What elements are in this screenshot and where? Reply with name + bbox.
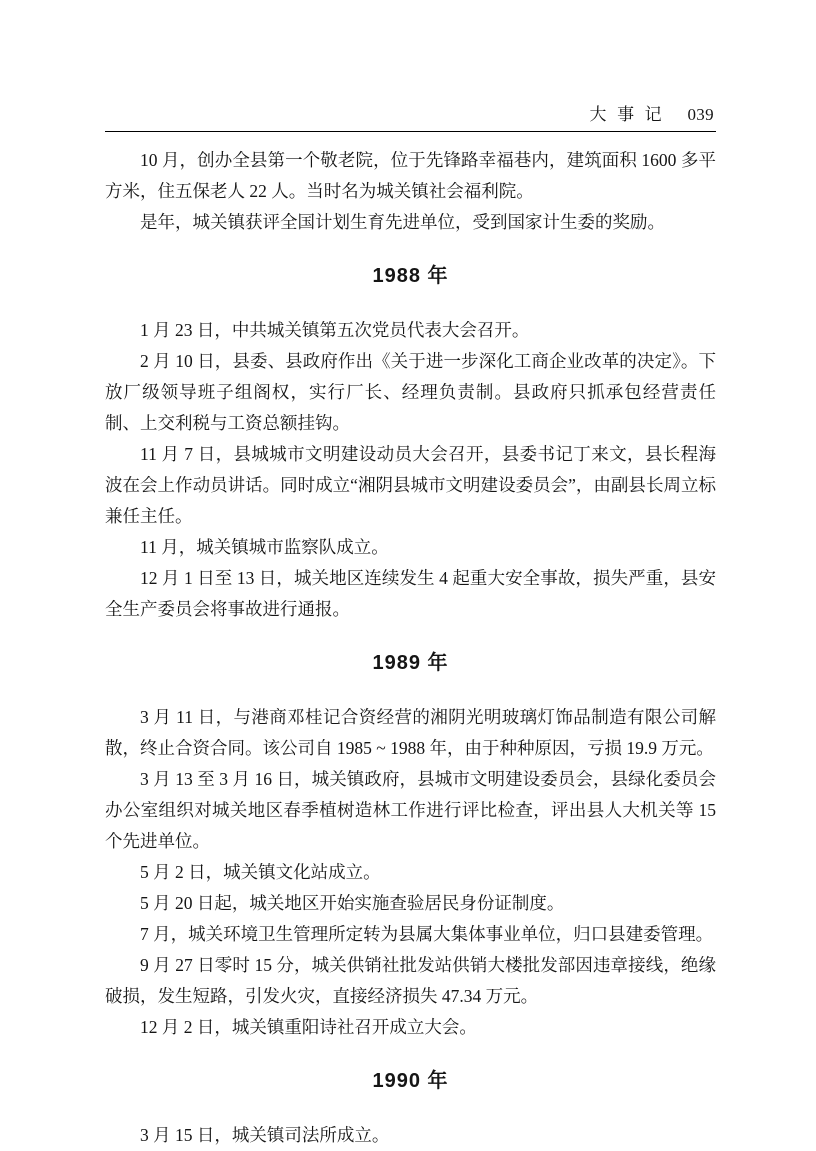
paragraph: 3 月 13 至 3 月 16 日，城关镇政府，县城市文明建设委员会，县绿化委员会办公室组织对城关地区春季植树造林工作进行评比检查，评出县人大机关等 15 个先进单位。 (105, 769, 716, 851)
year-heading-1990: 1990 年 (372, 1070, 449, 1092)
page-number: 039 (687, 105, 714, 124)
paragraph: 2 月 10 日，县委、县政府作出《关于进一步深化工商企业改革的决定》。下放厂级领导班子组阁权，实行厂长、经理负责制。县政府只抓承包经营责任制、上交利税与工资总额挂钩。 (105, 351, 716, 433)
paragraph: 7 月，城关环境卫生管理所定转为县属大集体事业单位，归口县建委管理。 (140, 924, 714, 944)
page-content (105, 145, 716, 1151)
header-title: 大事记 (589, 105, 673, 124)
paragraph: 10 月，创办全县第一个敬老院，位于先锋路幸福巷内，建筑面积 1600 多平方米，住五保老人 22 人。当时名为城关镇社会福利院。 (105, 150, 716, 201)
paragraph: 3 月 15 日，城关镇司法所成立。 (140, 1125, 390, 1145)
paragraph: 9 月 27 日零时 15 分，城关供销社批发站供销大楼批发部因违章接线，绝缘破损，发生短路，引发火灾，直接经济损失 47.34 万元。 (105, 955, 716, 1006)
paragraph: 1 月 23 日，中共城关镇第五次党员代表大会召开。 (140, 320, 530, 340)
paragraph: 12 月 2 日，城关镇重阳诗社召开成立大会。 (140, 1017, 477, 1037)
header-rule (105, 131, 716, 132)
paragraph: 3 月 11 日，与港商邓桂记合资经营的湘阴光明玻璃灯饰品制造有限公司解散，终止合资合同。该公司自 1985 ~ 1988 年，由于种种原因，亏损 19.9 万元。 (105, 707, 716, 758)
page-header (105, 104, 716, 126)
year-heading-1988: 1988 年 (372, 265, 449, 287)
year-heading-1989: 1989 年 (372, 652, 449, 674)
paragraph: 11 月，城关镇城市监察队成立。 (140, 537, 389, 557)
paragraph: 12 月 1 日至 13 日，城关地区连续发生 4 起重大安全事故，损失严重，县安全生产委员会将事故进行通报。 (105, 568, 716, 619)
paragraph: 11 月 7 日，县城城市文明建设动员大会召开，县委书记丁来文，县长程海波在会上作动员讲话。同时成立“湘阴县城市文明建设委员会”，由副县长周立标兼任主任。 (105, 444, 716, 526)
paragraph: 5 月 2 日，城关镇文化站成立。 (140, 862, 381, 882)
paragraph: 是年，城关镇获评全国计划生育先进单位，受到国家计生委的奖励。 (140, 212, 665, 232)
paragraph: 5 月 20 日起，城关地区开始实施查验居民身份证制度。 (140, 893, 565, 913)
